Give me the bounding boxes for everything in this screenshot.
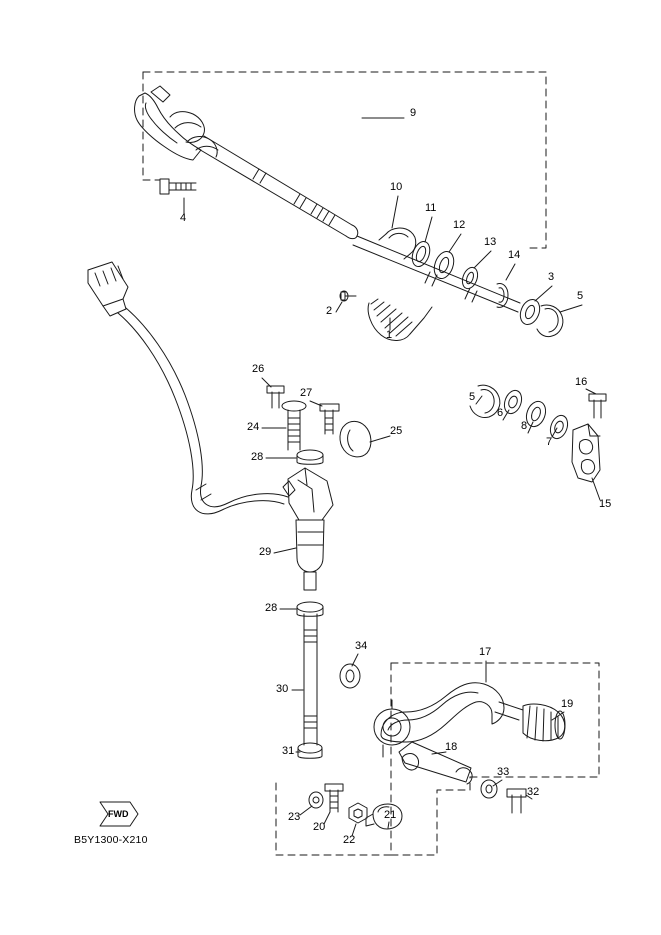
bolt-4-head bbox=[160, 179, 169, 194]
callout-25: 25 bbox=[390, 425, 403, 437]
washer-34 bbox=[340, 664, 360, 688]
callout-32: 32 bbox=[527, 786, 540, 798]
washer-6-in bbox=[507, 395, 519, 409]
washer-23 bbox=[309, 792, 323, 808]
group-outline-9 bbox=[143, 72, 546, 248]
seal-12-in bbox=[438, 256, 451, 274]
bolt-16-head bbox=[589, 394, 606, 401]
callout-26: 26 bbox=[252, 363, 265, 375]
washer-8-in bbox=[530, 406, 542, 422]
link-18 bbox=[399, 742, 471, 782]
bolt-16-shank bbox=[594, 400, 601, 418]
leader-2 bbox=[336, 302, 342, 312]
cap-25-inner bbox=[348, 430, 353, 451]
callout-5-lower: 5 bbox=[469, 391, 476, 403]
callout-8: 8 bbox=[521, 420, 528, 432]
nut-31 bbox=[298, 743, 322, 753]
callout-31: 31 bbox=[282, 745, 295, 757]
bolt-20-thread bbox=[330, 796, 338, 808]
pedal-hub bbox=[374, 709, 410, 745]
bolt-26-shank bbox=[272, 392, 279, 408]
seal-12 bbox=[431, 249, 457, 281]
bolt-20-shank bbox=[330, 790, 338, 812]
leader-21 bbox=[388, 822, 389, 828]
callout-9: 9 bbox=[410, 107, 417, 119]
callout-22: 22 bbox=[343, 834, 356, 846]
lever-hub-top bbox=[170, 112, 204, 143]
bearing-5b-in bbox=[481, 389, 494, 413]
callout-33: 33 bbox=[497, 766, 510, 778]
bracket-15-hole-a bbox=[579, 440, 592, 454]
callout-19: 19 bbox=[561, 698, 574, 710]
callout-30: 30 bbox=[276, 683, 289, 695]
clip-10-b bbox=[389, 233, 408, 238]
callout-7: 7 bbox=[546, 436, 553, 448]
bolt-4-shank bbox=[169, 183, 196, 190]
leader-25 bbox=[370, 436, 390, 442]
nut-22-in bbox=[354, 809, 362, 818]
washer-23-in bbox=[313, 797, 319, 803]
washer-3 bbox=[517, 297, 543, 328]
shaft-band-4 bbox=[300, 198, 306, 208]
lever-hub-band bbox=[175, 123, 201, 128]
pedal-stub bbox=[495, 702, 523, 720]
shaft-band-1 bbox=[253, 169, 259, 179]
ring-11-in bbox=[415, 245, 428, 263]
callout-34: 34 bbox=[355, 640, 368, 652]
shaft-band-3 bbox=[294, 194, 300, 204]
callout-27: 27 bbox=[300, 387, 313, 399]
shaft-tail-rings bbox=[425, 272, 477, 302]
bolt-26-head bbox=[267, 386, 284, 393]
shift-shaft-rod-cap bbox=[346, 225, 358, 239]
sensor-body-line bbox=[298, 532, 323, 545]
pedal-arm bbox=[381, 683, 504, 742]
callout-21: 21 bbox=[384, 809, 397, 821]
shaft-band-2 bbox=[260, 173, 266, 183]
bracket-15-hole-b bbox=[581, 460, 594, 474]
group-outline-17 bbox=[391, 663, 599, 777]
bolt-32-shank bbox=[512, 795, 521, 813]
callout-3: 3 bbox=[548, 271, 555, 283]
callout-4: 4 bbox=[180, 212, 187, 224]
callout-28-upper: 28 bbox=[251, 451, 264, 463]
sensor-body-29 bbox=[296, 520, 324, 572]
bolt-32-head bbox=[507, 789, 526, 797]
nut-28-upper bbox=[297, 450, 323, 460]
bolt-20-head bbox=[325, 784, 343, 791]
leader-13 bbox=[474, 251, 491, 268]
callout-11: 11 bbox=[425, 202, 437, 214]
callout-1: 1 bbox=[386, 329, 393, 341]
sensor-neck bbox=[304, 572, 316, 590]
leader-16 bbox=[586, 389, 596, 394]
stud-24-thread bbox=[288, 418, 300, 442]
leader-5b bbox=[476, 396, 482, 404]
leader-12 bbox=[449, 234, 461, 252]
callout-6: 6 bbox=[497, 407, 504, 419]
callout-23: 23 bbox=[288, 811, 301, 823]
washer-6 bbox=[501, 388, 524, 416]
pedal-hub-bore bbox=[383, 718, 401, 736]
callout-12: 12 bbox=[453, 219, 466, 231]
nut-22 bbox=[349, 803, 367, 823]
callout-24: 24 bbox=[247, 421, 260, 433]
washer-33-in bbox=[486, 785, 492, 793]
callout-16: 16 bbox=[575, 376, 588, 388]
fwd-direction-label: FWD bbox=[108, 809, 129, 819]
leader-3 bbox=[535, 286, 552, 301]
callout-15: 15 bbox=[599, 498, 612, 510]
rubber-19-ribs bbox=[527, 706, 558, 741]
leader-23 bbox=[300, 806, 312, 815]
lever-notch bbox=[151, 86, 170, 102]
part-code-label: B5Y1300-X210 bbox=[74, 834, 148, 846]
bolt-27-thread bbox=[325, 418, 333, 430]
bolt-4-thread bbox=[176, 183, 191, 190]
connector-ribs bbox=[95, 266, 123, 286]
leader-29 bbox=[274, 548, 296, 553]
callout-18: 18 bbox=[445, 741, 458, 753]
leader-26 bbox=[262, 378, 271, 387]
nut-28-lower bbox=[297, 602, 323, 612]
leader-10 bbox=[392, 196, 398, 228]
washer-3-inner bbox=[524, 304, 537, 320]
leader-14 bbox=[506, 264, 515, 280]
callout-5-upper: 5 bbox=[577, 290, 584, 302]
shift-shaft-lever-inner bbox=[145, 103, 177, 143]
harness-wire-b bbox=[126, 308, 288, 507]
shift-shaft-lever bbox=[135, 93, 201, 160]
bolt-27-head bbox=[320, 404, 339, 411]
sensor-upper bbox=[288, 468, 333, 520]
callout-14: 14 bbox=[508, 249, 521, 261]
leader-11 bbox=[425, 217, 432, 242]
rod-30 bbox=[304, 614, 317, 745]
washer-33 bbox=[481, 780, 497, 798]
bush-5-top-b bbox=[545, 308, 558, 332]
stud-24-collar bbox=[282, 401, 306, 411]
callout-20: 20 bbox=[313, 821, 326, 833]
shift-shaft-rod-bottom bbox=[197, 148, 346, 236]
callout-29: 29 bbox=[259, 546, 272, 558]
shift-shaft-rod-top bbox=[204, 136, 352, 225]
callout-28-lower: 28 bbox=[265, 602, 278, 614]
oring-13 bbox=[460, 265, 481, 290]
leader-5a bbox=[560, 305, 582, 312]
leader-15 bbox=[592, 478, 600, 500]
rod-30-knurl bbox=[304, 630, 317, 728]
spring-hook-1 bbox=[410, 307, 432, 334]
callout-17: 17 bbox=[479, 646, 492, 658]
callout-10: 10 bbox=[390, 181, 403, 193]
callout-2: 2 bbox=[326, 305, 333, 317]
sensor-upper-detail bbox=[298, 468, 314, 512]
callout-13: 13 bbox=[484, 236, 497, 248]
ring-11 bbox=[409, 239, 433, 269]
washer-34-in bbox=[346, 670, 354, 682]
leader-34 bbox=[352, 654, 358, 666]
harness-clip bbox=[196, 484, 211, 500]
cap-25 bbox=[340, 421, 371, 456]
